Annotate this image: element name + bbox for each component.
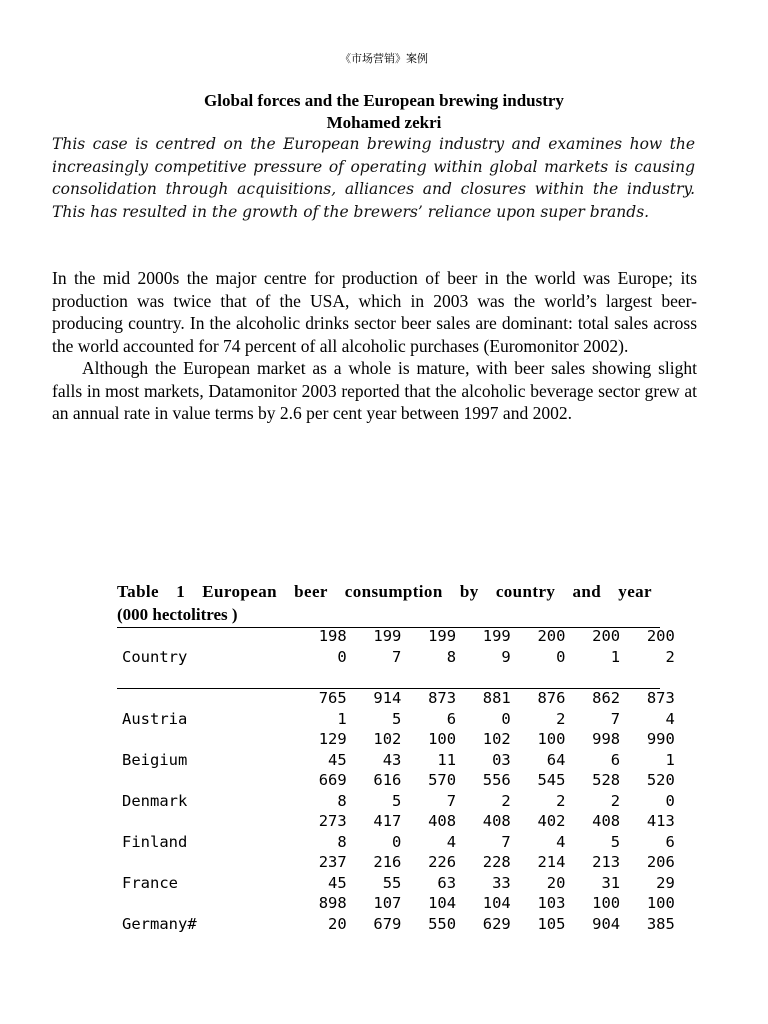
value-cell-part1: 213 [592, 853, 621, 871]
value-cell-part1: 100 [592, 894, 621, 912]
paragraph-1: In the mid 2000s the major centre for production of beer in the world was Europe; its production was twice that of the USA, which in 2003 was the world’s largest beer-producing country. In the alcoholic drinks sector beer sales are dominant: total sales across the world accounted for 74 percent of all alcoholic purchases (Euromonitor 2002). [52, 268, 697, 356]
table-row [117, 893, 675, 914]
value-cell-part1: 408 [592, 812, 621, 830]
table-row [117, 832, 675, 853]
table-row [117, 852, 675, 873]
value-cell-part2: 4 [665, 709, 675, 728]
table-cell-blank [117, 770, 292, 791]
value-cell-part2: 6 [446, 709, 457, 728]
year-header-part1: 200 [537, 627, 566, 645]
value-cell-part1: 104 [482, 894, 511, 912]
value-cell-part2: 20 [328, 914, 347, 933]
value-cell-part2: 629 [482, 914, 511, 933]
value-cell-part2: 7 [446, 791, 457, 810]
value-cell-part2: 8 [337, 791, 347, 810]
year-header-part2: 9 [501, 647, 511, 666]
country-cell: Austria [122, 709, 188, 728]
value-cell-part2: 5 [392, 791, 402, 810]
value-cell-part2: 2 [501, 791, 511, 810]
year-header-part2: 2 [665, 647, 675, 666]
table-cell-blank [117, 852, 292, 873]
value-cell-part1: 408 [428, 812, 457, 830]
value-cell-part2: 29 [656, 873, 675, 892]
value-cell-part1: 214 [537, 853, 566, 871]
value-cell-part2: 2 [556, 791, 566, 810]
country-cell: Finland [122, 832, 188, 851]
value-cell-part2: 105 [537, 914, 566, 933]
value-cell-part1: 876 [537, 689, 566, 707]
year-header-part2: 7 [392, 647, 402, 666]
value-cell-part1: 402 [537, 812, 566, 830]
value-cell-part2: 0 [392, 832, 402, 851]
table-caption-line-1: Table 1 European beer consumption by country and year [117, 582, 652, 601]
year-header-part2: 1 [610, 647, 621, 666]
value-cell-part2: 550 [428, 914, 457, 933]
value-cell-part1: 103 [537, 894, 566, 912]
value-cell-part1: 107 [373, 894, 402, 912]
country-cell: Germany# [122, 914, 197, 933]
value-cell-part1: 669 [318, 771, 347, 789]
document-title: Global forces and the European brewing industry [204, 91, 564, 110]
value-cell-part1: 273 [318, 812, 347, 830]
year-header-part1: 199 [482, 627, 511, 645]
table-row [117, 811, 675, 832]
value-cell-part2: 6 [665, 832, 675, 851]
value-cell-part2: 4 [556, 832, 566, 851]
value-cell-part1: 570 [428, 771, 457, 789]
value-cell-part1: 914 [373, 689, 402, 707]
value-cell-part1: 100 [537, 730, 566, 748]
value-cell-part2: 64 [546, 750, 566, 769]
value-cell-part1: 765 [318, 689, 347, 707]
year-header-part2: 0 [337, 647, 347, 666]
table-header-row-2 [117, 647, 675, 668]
value-cell-part2: 385 [646, 914, 675, 933]
table-caption-line-2: (000 hectolitres ) [117, 604, 238, 624]
table-caption [117, 581, 652, 626]
value-cell-part1: 862 [592, 689, 621, 707]
year-header-part1: 200 [646, 627, 675, 645]
year-header-part1: 200 [592, 627, 621, 645]
table-header-blank [117, 626, 292, 647]
document-title-block [52, 90, 716, 134]
value-cell-part2: 5 [392, 709, 402, 728]
document-author: Mohamed zekri [326, 113, 442, 132]
value-cell-part1: 129 [318, 730, 347, 748]
table-cell-blank [117, 893, 292, 914]
table-cell-blank [117, 811, 292, 832]
country-column-header: Country [122, 647, 188, 666]
value-cell-part2: 45 [328, 750, 347, 769]
value-cell-part1: 528 [592, 771, 621, 789]
value-cell-part2: 0 [665, 791, 675, 810]
table-row [117, 770, 675, 791]
document-header-tag: 《市场营销》案例 [340, 52, 428, 65]
value-cell-part2: 8 [337, 832, 347, 851]
value-cell-part1: 998 [592, 730, 621, 748]
value-cell-part1: 102 [373, 730, 402, 748]
value-cell-part1: 102 [482, 730, 511, 748]
year-header-part2: 8 [446, 647, 457, 666]
value-cell-part2: 55 [382, 873, 402, 892]
body-text [52, 267, 697, 425]
year-header-part1: 199 [428, 627, 457, 645]
value-cell-part2: 11 [437, 750, 457, 769]
value-cell-part2: 20 [546, 873, 566, 892]
value-cell-part2: 43 [382, 750, 402, 769]
value-cell-part2: 4 [446, 832, 457, 851]
value-cell-part1: 237 [318, 853, 347, 871]
value-cell-part1: 898 [318, 894, 347, 912]
value-cell-part1: 556 [482, 771, 511, 789]
value-cell-part1: 206 [646, 853, 675, 871]
value-cell-part1: 520 [646, 771, 675, 789]
value-cell-part1: 100 [428, 730, 457, 748]
table-row [117, 729, 675, 750]
country-cell: Denmark [122, 791, 188, 810]
table-cell-blank [117, 688, 292, 709]
value-cell-part2: 679 [373, 914, 402, 933]
value-cell-part2: 1 [665, 750, 675, 769]
value-cell-part1: 616 [373, 771, 402, 789]
table-cell-blank [117, 729, 292, 750]
country-cell: Beigium [122, 750, 188, 769]
value-cell-part1: 873 [428, 689, 457, 707]
value-cell-part1: 228 [482, 853, 511, 871]
value-cell-part2: 5 [610, 832, 621, 851]
value-cell-part2: 904 [592, 914, 621, 933]
table-row [117, 873, 675, 894]
value-cell-part1: 873 [646, 689, 675, 707]
value-cell-part1: 408 [482, 812, 511, 830]
table-row [117, 791, 675, 812]
year-header-part1: 199 [373, 627, 402, 645]
value-cell-part2: 2 [556, 709, 566, 728]
value-cell-part1: 417 [373, 812, 402, 830]
value-cell-part1: 881 [482, 689, 511, 707]
table-row [117, 914, 675, 935]
table-body [117, 688, 675, 934]
value-cell-part1: 413 [646, 812, 675, 830]
value-cell-part2: 63 [437, 873, 457, 892]
country-cell: France [122, 873, 178, 892]
value-cell-part1: 990 [646, 730, 675, 748]
table-row [117, 750, 675, 771]
paragraph-2: Although the European market as a whole is mature, with beer sales showing slight falls in most markets, Datamonitor 2003 reported that the alcoholic beverage sector grew at an annual rate in value terms by 2.6 per cent year between 1997 and 2002. [52, 358, 697, 423]
year-header-part1: 198 [318, 627, 347, 645]
value-cell-part2: 7 [501, 832, 511, 851]
value-cell-part1: 104 [428, 894, 457, 912]
value-cell-part2: 33 [492, 873, 511, 892]
value-cell-part2: 31 [601, 873, 621, 892]
value-cell-part1: 216 [373, 853, 402, 871]
table-row [117, 688, 675, 709]
value-cell-part1: 100 [646, 894, 675, 912]
value-cell-part2: 7 [610, 709, 621, 728]
table-row [117, 709, 675, 730]
year-header-part2: 0 [556, 647, 566, 666]
value-cell-part2: 03 [492, 750, 511, 769]
table-header-row-1 [117, 626, 675, 647]
table-header [117, 626, 675, 667]
value-cell-part2: 0 [501, 709, 511, 728]
value-cell-part2: 1 [337, 709, 347, 728]
value-cell-part1: 545 [537, 771, 566, 789]
abstract: This case is centred on the European brewing industry and examines how the increasingly competitive pressure of operating within global markets is causing consolidation through acquisitions, alliances and closures within the industry. This has resulted in the growth of the brewers’ reliance upon super brands. [52, 135, 695, 221]
value-cell-part2: 45 [328, 873, 347, 892]
value-cell-part1: 226 [428, 853, 457, 871]
value-cell-part2: 6 [610, 750, 621, 769]
value-cell-part2: 2 [610, 791, 621, 810]
